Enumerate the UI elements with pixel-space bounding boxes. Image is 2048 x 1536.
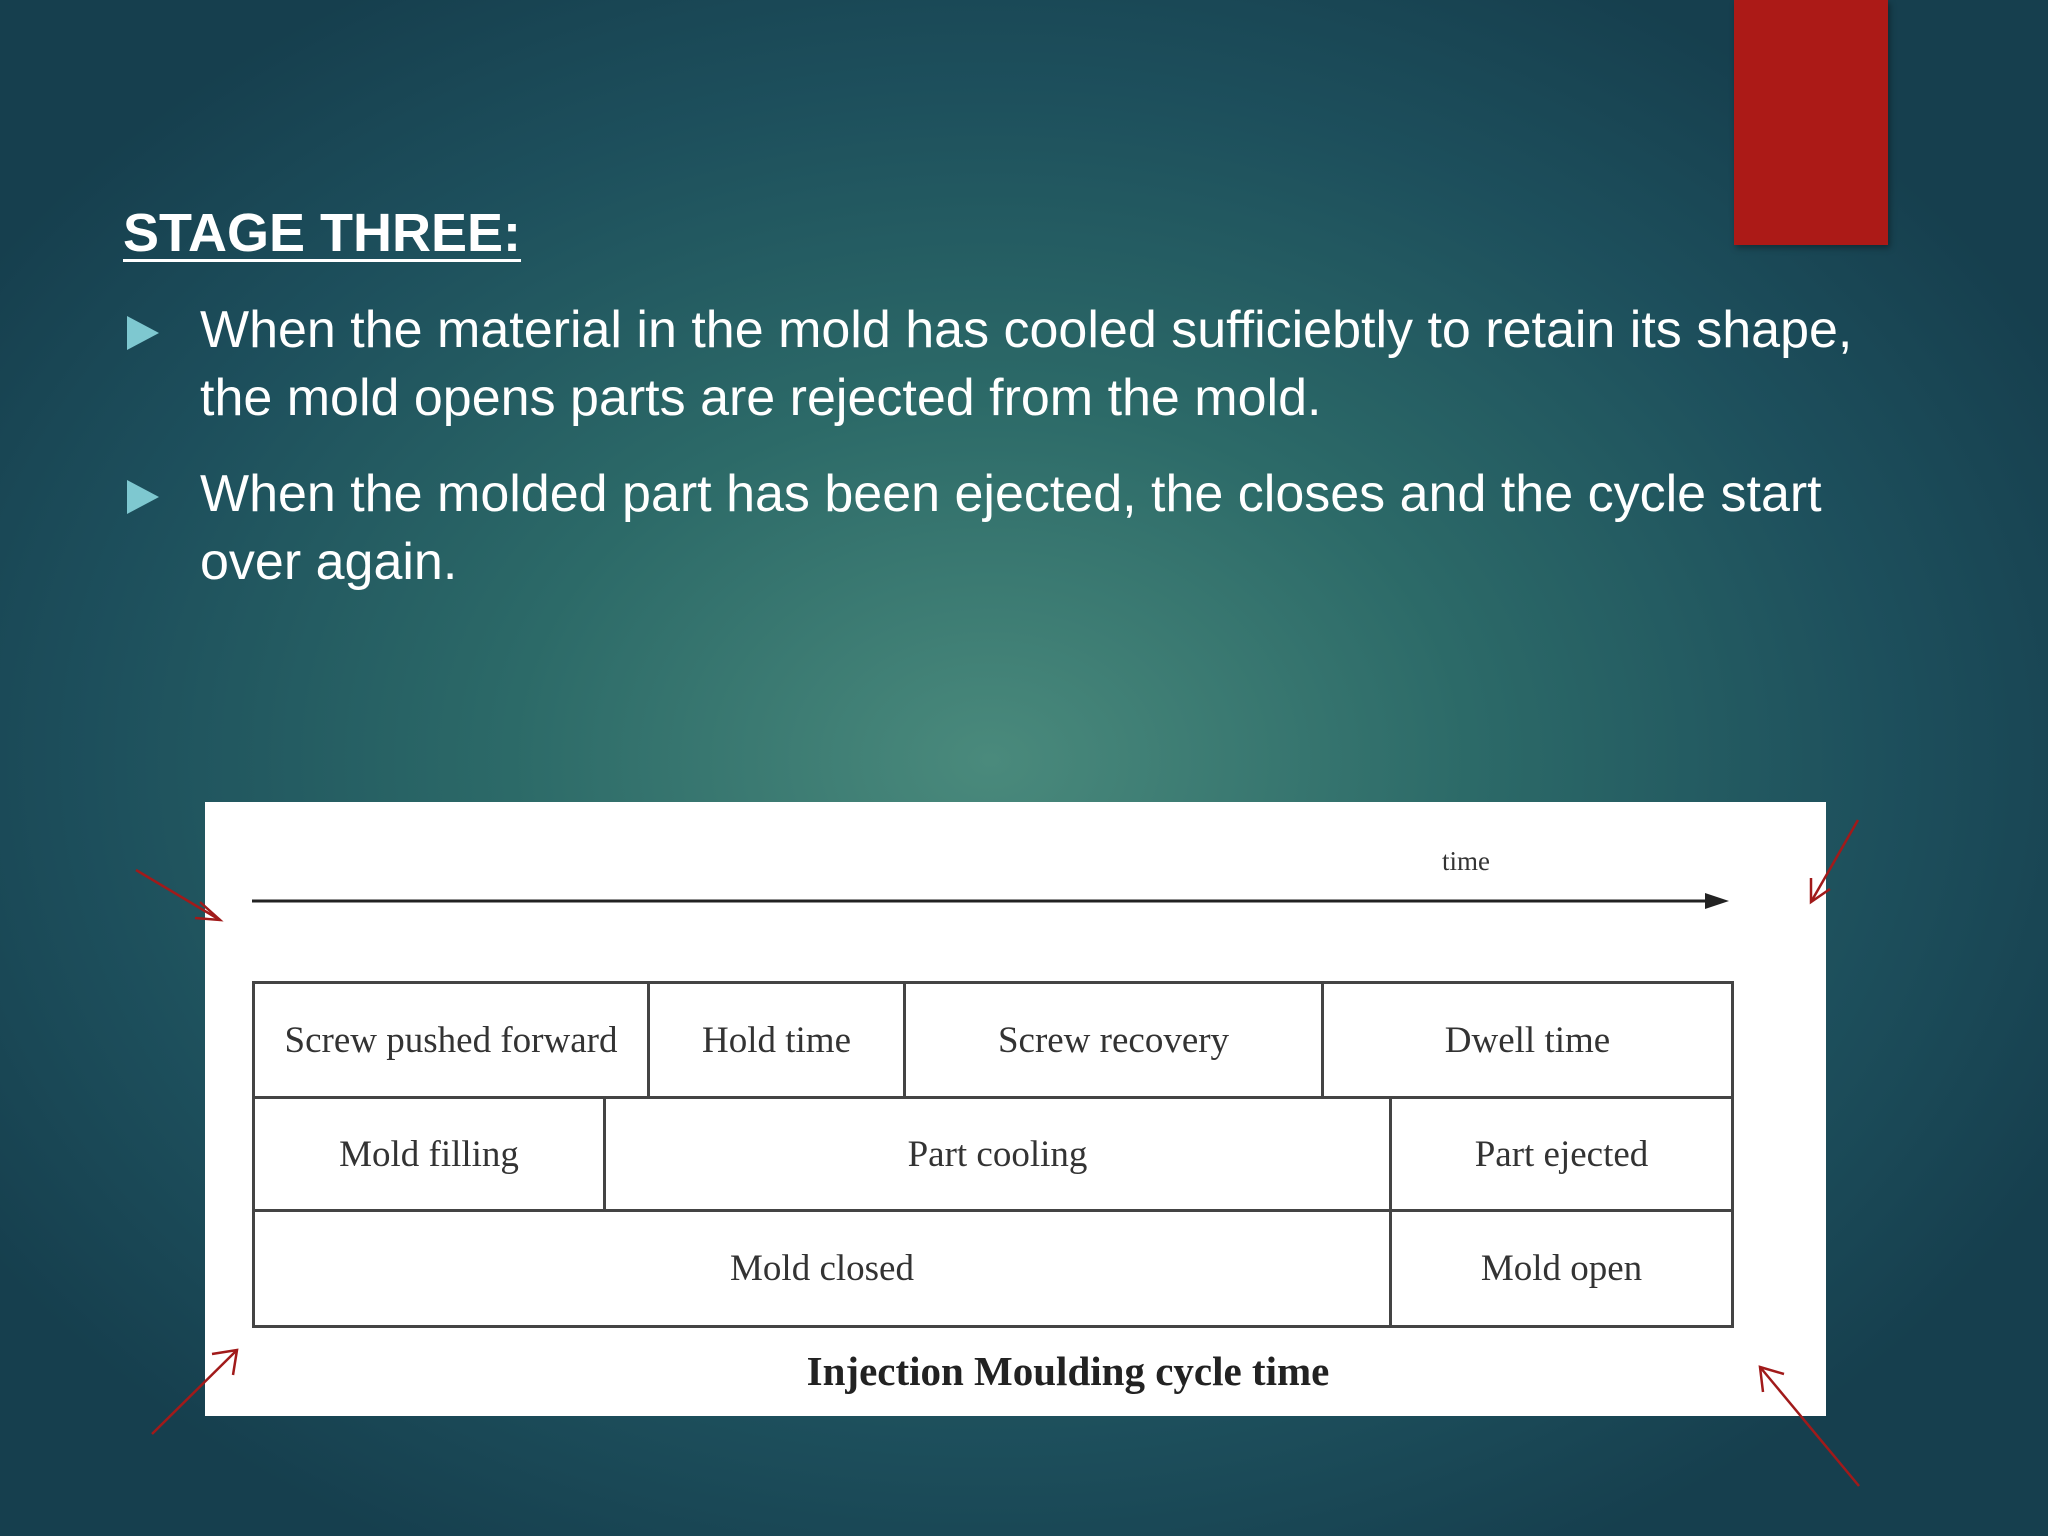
corner-arrow-icon [152, 1350, 237, 1434]
corner-arrow-icon [136, 870, 220, 920]
table-cell: Part ejected [1389, 1099, 1731, 1209]
table-cell: Part cooling [603, 1099, 1389, 1209]
table-cell: Mold filling [339, 1133, 519, 1175]
figure-caption: Injection Moulding cycle time [806, 1348, 1330, 1394]
table-cell: Screw recovery [903, 984, 1321, 1096]
corner-arrow-icon [1811, 820, 1858, 902]
time-axis-label: time [1442, 846, 1490, 876]
slide-title: STAGE THREE: [123, 203, 522, 263]
table-cell: Mold open [1389, 1212, 1731, 1325]
bullet-text: When the material in the mold has cooled sufficiebtly to retain its shape, the mold opens parts are rejected from the mold. [200, 301, 1853, 427]
table-cell: Mold closed [730, 1248, 914, 1289]
bullet-text: When the molded part has been ejected, the closes and the cycle start over again. [200, 465, 1822, 591]
table-cell: Hold time [647, 984, 903, 1096]
table-cell: Screw pushed forward [284, 1019, 618, 1061]
corner-arrow-icon [1760, 1367, 1859, 1486]
table-cell: Dwell time [1321, 984, 1731, 1096]
